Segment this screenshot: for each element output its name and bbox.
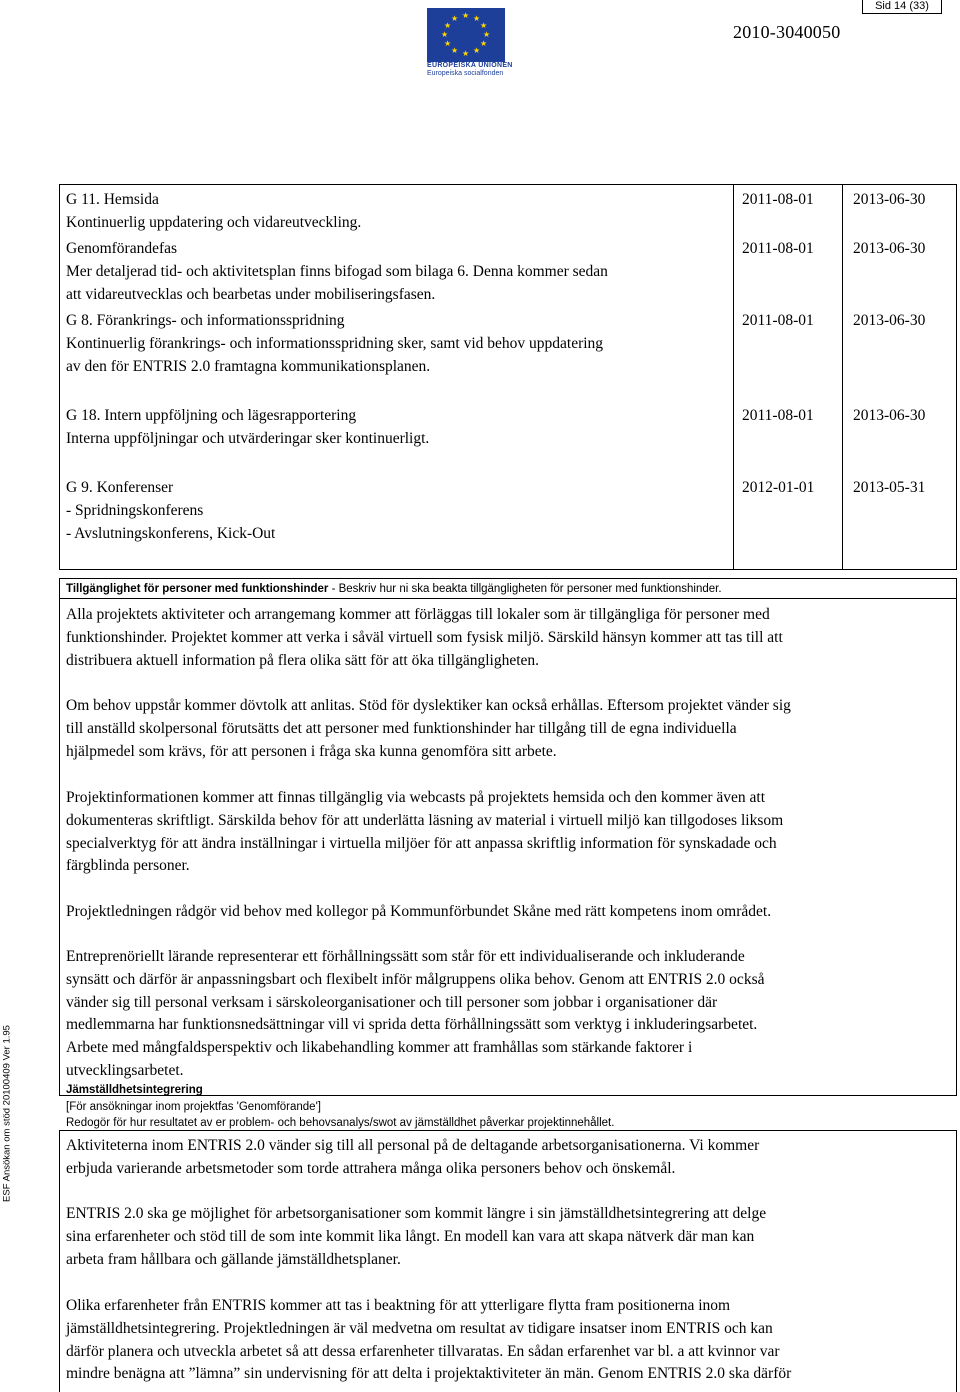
text-line: specialverktyg för att ändra inställningar i virtuella miljöer för att anpassa skriftlig information för synskadade och bbox=[66, 834, 777, 852]
paragraph bbox=[66, 695, 960, 763]
text-line: hjälpmedel som krävs, för att personen i fråga ska kunna genomföra sitt arbete. bbox=[66, 742, 557, 760]
paragraph bbox=[66, 787, 960, 878]
eu-logo bbox=[427, 8, 513, 80]
activity-line: - Avslutningskonferens, Kick-Out bbox=[66, 525, 276, 542]
text-line: därför planera och utveckla arbetet så att dessa erfarenheter tillvaratas. En sådan erfarenhet var bl. a att kvinnor var bbox=[66, 1342, 780, 1360]
activity-line: Interna uppföljningar och utvärderingar sker kontinuerligt. bbox=[66, 430, 430, 447]
end-date: 2013-06-30 bbox=[853, 312, 926, 329]
text-line: sina erfarenheter och stöd till de som inte kommit lika långt. En modell kan vara att skapa nätverk där man kan bbox=[66, 1227, 755, 1245]
text-line: erbjuda varierande arbetsmetoder som torde attrahera många olika personers behov och önskemål. bbox=[66, 1159, 676, 1177]
equality-subheading: [För ansökningar inom projektfas 'Genomförande'] bbox=[66, 1101, 321, 1113]
text-line: jämställdhetsintegrering. Projektledningen är väl medvetna om resultat av tidigare insatser inom ENTRIS och kan bbox=[66, 1319, 773, 1337]
activity-line: att vidareutvecklas och bearbetas under mobiliseringsfasen. bbox=[66, 286, 436, 303]
start-date: 2011-08-01 bbox=[742, 407, 814, 424]
start-date: 2011-08-01 bbox=[742, 240, 814, 257]
text-line: funktionshinder. Projektet kommer att verka i såväl virtuell som fysisk miljö. Särskild hänsyn kommer att tas till att bbox=[66, 628, 783, 646]
text-line: medlemmarna har funktionsnedsättningar vill vi sprida detta förhållningssätt som verktyg i inkluderingsarbetet. bbox=[66, 1016, 758, 1034]
text-line: synsätt och därför är anpassningsbart och flexibelt inför målgruppens olika behov. Genom att ENTRIS 2.0 också bbox=[66, 970, 765, 988]
text-line: mindre benägna att ”lämna” sin undervisning för att delta i projektaktiviteter än män. Genom ENTRIS 2.0 ska därför bbox=[66, 1365, 792, 1383]
text-line: Projektinformationen kommer att finnas tillgänglig via webcasts på projektets hemsida och den kommer även att bbox=[66, 789, 766, 806]
text-line: till anställd skolpersonal förutsätts det att personer med funktionshinder har tillgång till de egna individuella bbox=[66, 719, 737, 737]
activity-line: av den för ENTRIS 2.0 framtagna kommunikationsplanen. bbox=[66, 358, 431, 375]
equality-heading-text: Jämställdhetsintegrering bbox=[66, 1084, 203, 1096]
activity-title: G 18. Intern uppföljning och lägesrapportering bbox=[66, 407, 357, 424]
activity-title: Genomförandefas bbox=[66, 240, 178, 257]
table-divider bbox=[733, 184, 734, 570]
end-date: 2013-06-30 bbox=[853, 407, 926, 424]
activity-title: G 11. Hemsida bbox=[66, 191, 159, 208]
activity-title: G 9. Konferenser bbox=[66, 479, 174, 496]
start-date: 2012-01-01 bbox=[742, 479, 815, 496]
section-divider bbox=[59, 598, 957, 599]
logo-line-1: EUROPEISKA UNIONEN bbox=[427, 62, 513, 69]
activity-line: Kontinuerlig förankrings- och informationsspridning sker, samt vid behov uppdatering bbox=[66, 335, 604, 352]
end-date: 2013-05-31 bbox=[853, 479, 926, 496]
text-line: arbeta fram hållbara och gällande jämställdhetsplaner. bbox=[66, 1250, 401, 1268]
text-line: färgblinda personer. bbox=[66, 857, 190, 875]
equality-heading bbox=[66, 1083, 203, 1098]
paragraph bbox=[66, 946, 960, 1083]
activity-title: G 8. Förankrings- och informationsspridning bbox=[66, 312, 345, 329]
text-line: Projektledningen rådgör vid behov med kollegor på Kommunförbundet Skåne med rätt kompetens inom området. bbox=[66, 903, 772, 920]
sidebar-version-text: ESF Ansökan om stöd 20100409 Ver 1.95 bbox=[1, 1025, 13, 1202]
page-number-tab: Sid 14 (33) bbox=[862, 0, 942, 14]
sidebar-version bbox=[0, 1020, 14, 1210]
text-line: Entreprenöriellt lärande representerar ett förhållningssätt som står för ett individualiserande och inkluderande bbox=[66, 948, 745, 965]
paragraph bbox=[66, 1203, 960, 1271]
text-line: Arbete med mångfaldsperspektiv och likabehandling kommer att framhållas som stärkande faktorer i bbox=[66, 1039, 693, 1057]
paragraph bbox=[66, 901, 960, 924]
text-line: distribuera aktuell information på flera olika sätt för att öka tillgängligheten. bbox=[66, 651, 540, 669]
end-date: 2013-06-30 bbox=[853, 191, 926, 208]
accessibility-heading-bold: Tillgänglighet för personer med funktionshinder bbox=[66, 583, 329, 595]
paragraph bbox=[66, 1295, 960, 1386]
text-line: dokumenteras skriftligt. Särskilda behov för att underlätta läsning av material i virtuell miljö kan tillgodoses liksom bbox=[66, 811, 784, 829]
logo-line-2: Europeiska socialfonden bbox=[427, 70, 504, 77]
accessibility-heading bbox=[66, 582, 722, 597]
table-divider bbox=[842, 184, 843, 570]
registration-number: 2010-3040050 bbox=[733, 22, 841, 42]
eu-flag-icon: ★ ★ ★ ★ ★ ★ ★ ★ ★ ★ ★ ★ bbox=[427, 8, 505, 62]
text-line: utvecklingsarbetet. bbox=[66, 1061, 184, 1079]
start-date: 2011-08-01 bbox=[742, 312, 814, 329]
text-line: vänder sig till personal verksam i särskoleorganisationer och till personer som jobbar i organisationer där bbox=[66, 993, 718, 1011]
end-date: 2013-06-30 bbox=[853, 240, 926, 257]
paragraph bbox=[66, 604, 960, 672]
text-line: Om behov uppstår kommer dövtolk att anlitas. Stöd för dyslektiker kan också erhållas. Eftersom projektet vänder sig bbox=[66, 697, 791, 714]
activity-line: - Spridningskonferens bbox=[66, 502, 204, 519]
paragraph bbox=[66, 1135, 960, 1181]
equality-instruction: Redogör för hur resultatet av er problem- och behovsanalys/swot av jämställdhet påverkar projektinnehållet. bbox=[66, 1117, 615, 1129]
activity-line: Kontinuerlig uppdatering och vidareutveckling. bbox=[66, 214, 362, 231]
start-date: 2011-08-01 bbox=[742, 191, 814, 208]
accessibility-heading-rest: - Beskriv hur ni ska beakta tillgängligheten för personer med funktionshinder. bbox=[328, 583, 722, 595]
text-line: Aktiviteterna inom ENTRIS 2.0 vänder sig till all personal på de deltagande arbetsorganisationerna. Vi kommer bbox=[66, 1137, 760, 1154]
text-line: Alla projektets aktiviteter och arrangemang kommer att förläggas till lokaler som är tillgängliga för personer med bbox=[66, 606, 770, 623]
activity-line: Mer detaljerad tid- och aktivitetsplan finns bifogad som bilaga 6. Denna kommer sedan bbox=[66, 263, 608, 280]
text-line: ENTRIS 2.0 ska ge möjlighet för arbetsorganisationer som kommit längre i sin jämställdhetsintegrering att delge bbox=[66, 1205, 767, 1222]
text-line: Olika erfarenheter från ENTRIS kommer att tas i beaktning för att ytterligare flytta fram positionerna inom bbox=[66, 1297, 731, 1314]
